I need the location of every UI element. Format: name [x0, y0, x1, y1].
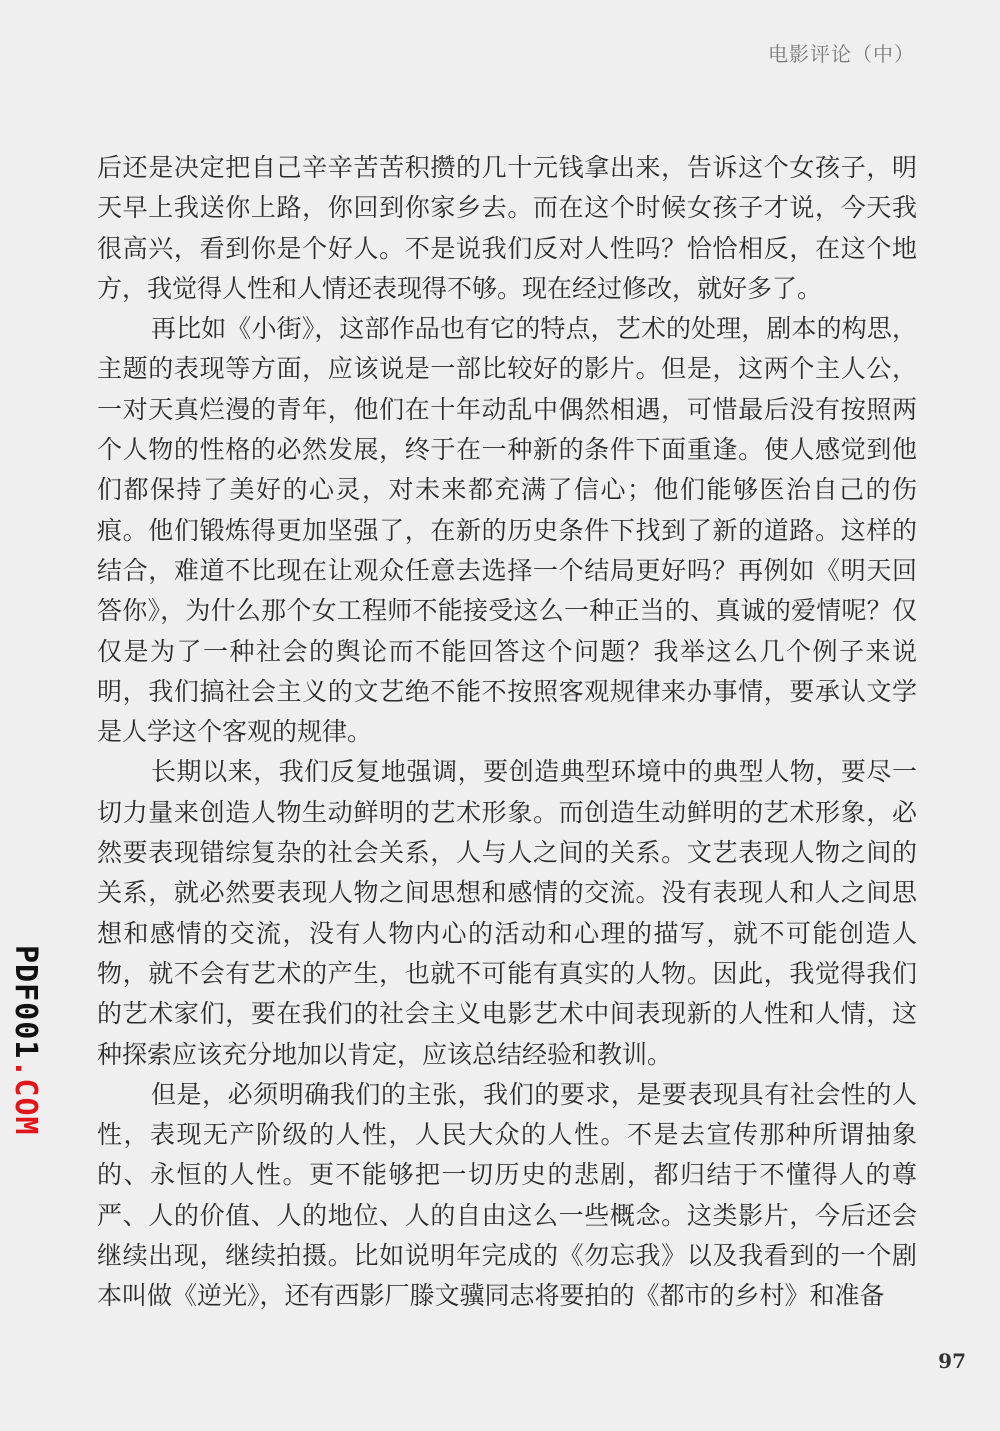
paragraph-3: 长期以来，我们反复地强调，要创造典型环境中的典型人物，要尽一切力量来创造人物生动鲜明的艺术形象。而创造生动鲜明的艺术形象，必然要表现错综复杂的社会关系，人与人之间的关系。文艺表现人物之间的关系，就必然要表现人物之间思想和感情的交流。没有表现人和人之间思想和感情的交流，没有人物内心的活动和心理的描写，就不可能创造人物，就不会有艺术的产生，也就不可能有真实的人物。因此，我觉得我们的艺术家们，要在我们的社会主义电影艺术中间表现新的人性和人情，这种探索应该充分地加以肯定，应该总结经验和教训。	[97, 757, 917, 1069]
watermark-text-com: .COM	[8, 1059, 43, 1136]
watermark-text-pdf001: PDF001	[8, 945, 43, 1060]
paragraph-2: 再比如《小街》，这部作品也有它的特点，艺术的处理，剧本的构思，主题的表现等方面，应该说是一部比较好的影片。但是，这两个主人公，一对天真烂漫的青年，他们在十年动乱中偶然相遇，可惜最后没有按照两个人物的性格的必然发展，终于在一种新的条件下面重逢。使人感觉到他们都保持了美好的心灵，对未来都充满了信心；他们能够医治自己的伤痕。他们锻炼得更加坚强了，在新的历史条件下找到了新的道路。这样的结合，难道不比现在让观众任意去选择一个结局更好吗？再例如《明天回答你》，为什么那个女工程师不能接受这么一种正当的、真诚的爱情呢？仅仅是为了一种社会的舆论而不能回答这个问题？我举这么几个例子来说明，我们搞社会主义的文艺绝不能不按照客观规律来办事情，要承认文学是人学这个客观的规律。	[97, 314, 917, 747]
running-title: 电影评论（中）	[768, 42, 915, 66]
paragraph-4: 但是，必须明确我们的主张，我们的要求，是要表现具有社会性的人性，表现无产阶级的人性，人民大众的人性。不是去宣传那种所谓抽象的、永恒的人性。更不能够把一切历史的悲剧，都归结于不懂得人的尊严、人的价值、人的地位、人的自由这么一些概念。这类影片，今后还会继续出现，继续拍摄。比如说明年完成的《勿忘我》以及我看到的一个剧本叫做《逆光》，还有西影厂滕文骥同志将要拍的《都市的乡村》和准备	[97, 1079, 917, 1311]
paragraph-1: 后还是决定把自己辛辛苦苦积攒的几十元钱拿出来，告诉这个女孩子，明天早上我送你上路，你回到你家乡去。而在这个时候女孩子才说，今天我很高兴，看到你是个好人。不是说我们反对人性吗？恰恰相反，在这个地方，我觉得人性和人情还表现得不够。现在经过修改，就好多了。	[97, 153, 917, 303]
page-number: 97	[938, 1349, 966, 1373]
body-text	[97, 148, 917, 1317]
watermark-logo	[8, 945, 42, 1135]
